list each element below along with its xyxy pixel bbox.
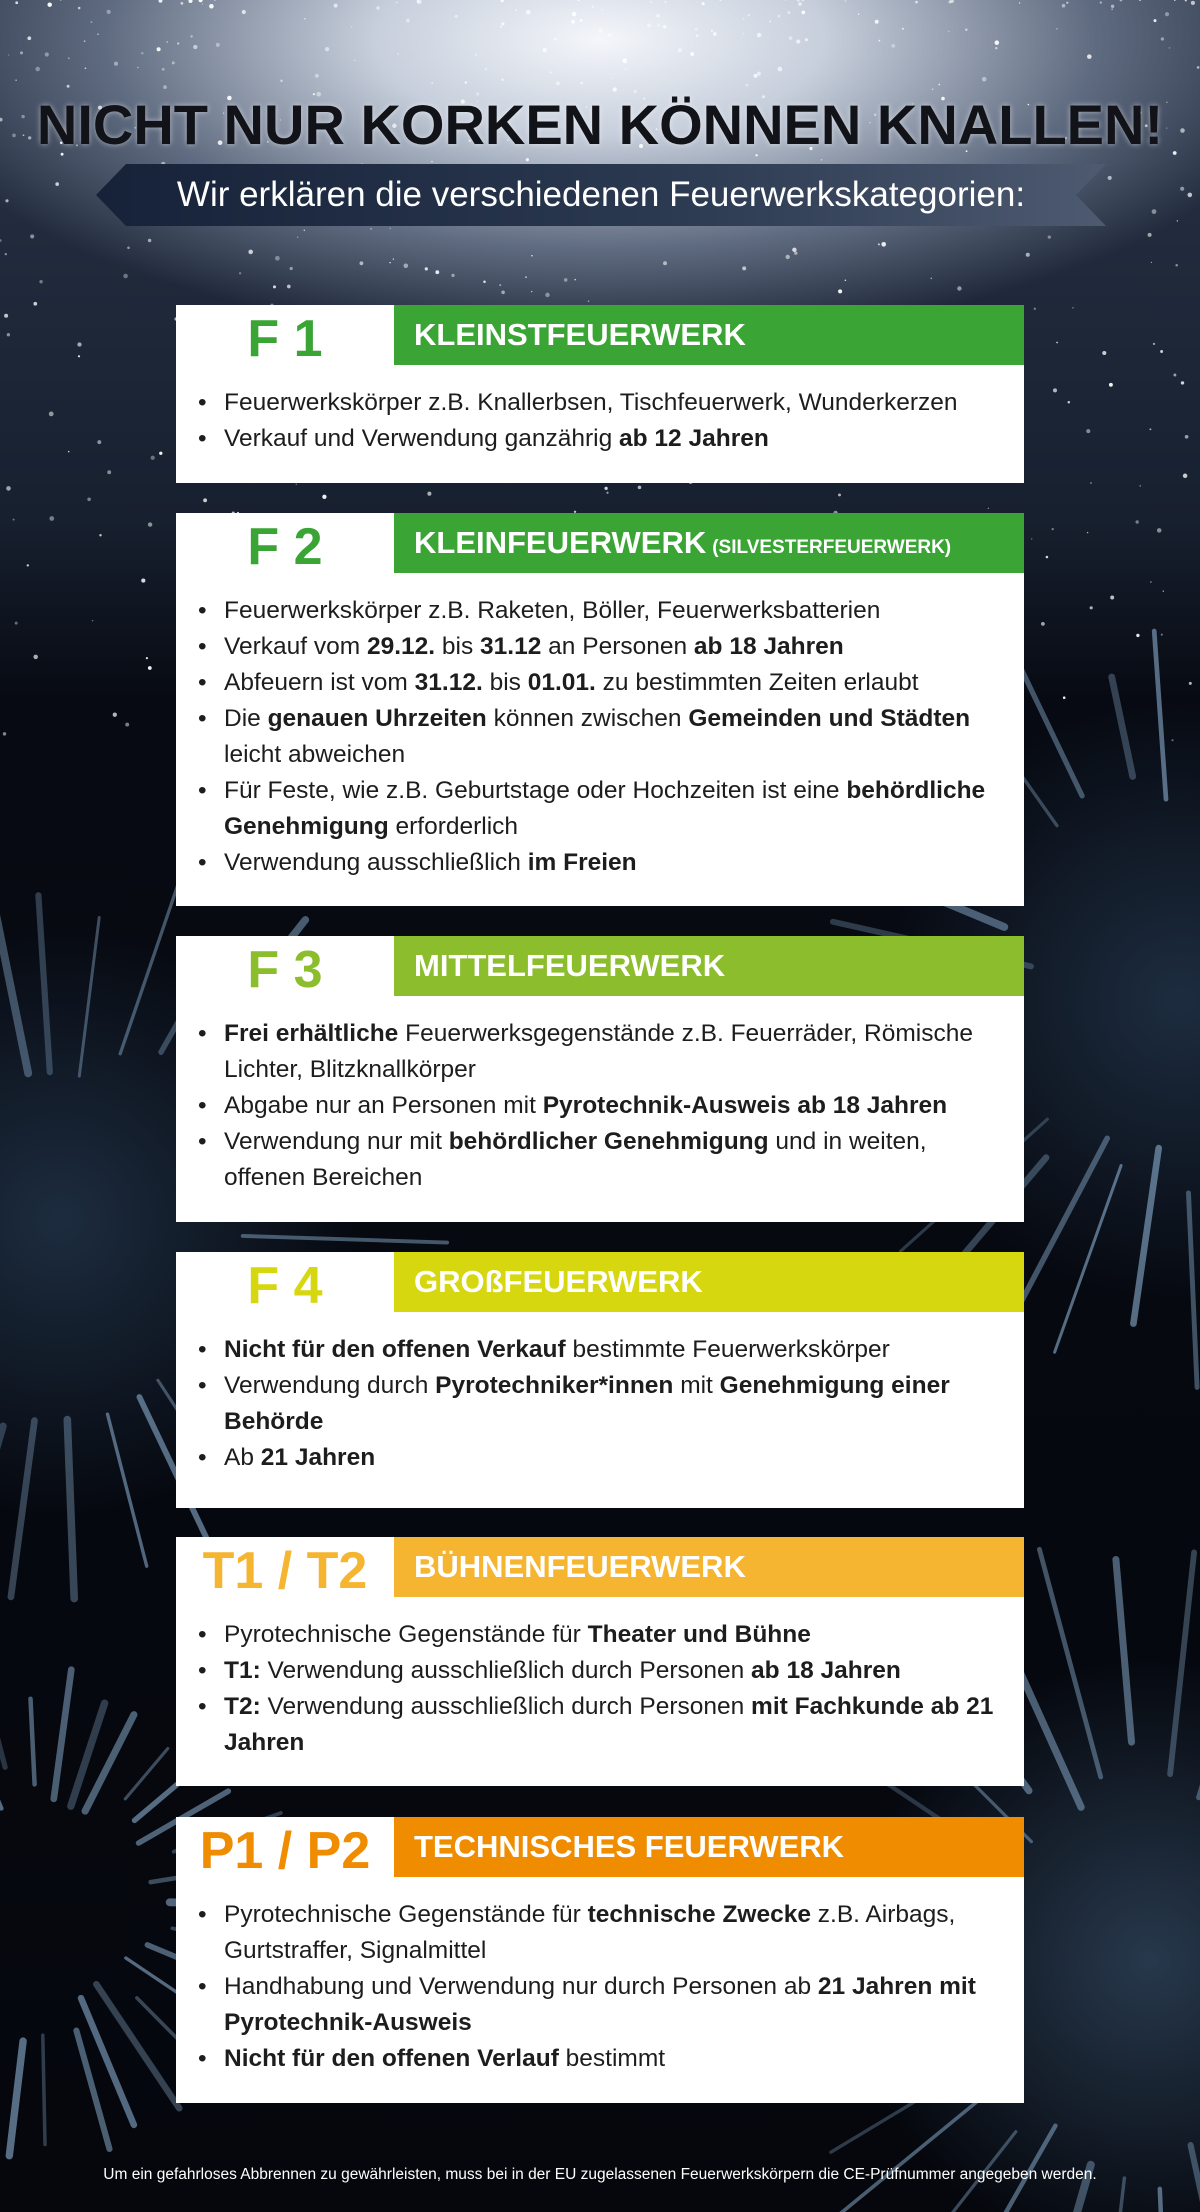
- bullet-emphasis: 21 Jahren mit Pyrotechnik-Ausweis: [224, 1973, 976, 2036]
- bullet-emphasis: genauen Uhrzeiten: [267, 705, 487, 732]
- category-name: KLEINSTFEUERWERK: [414, 317, 746, 352]
- bullet-emphasis: 29.12.: [366, 633, 436, 660]
- category-card-t1-t2: [176, 1537, 1024, 1786]
- bullet-emphasis: T2:: [224, 1693, 261, 1720]
- bullet-item: [198, 1368, 1014, 1440]
- category-suffix: (SILVESTERFEUERWERK): [712, 537, 952, 558]
- bullet-emphasis: ab 18 Jahren: [751, 1657, 901, 1684]
- bullet-item: [198, 1617, 1014, 1653]
- category-band: [394, 513, 1024, 573]
- bullet-text: bis: [482, 669, 528, 696]
- category-name: TECHNISCHES FEUERWERK: [414, 1829, 845, 1864]
- bullet-item: [198, 2041, 1014, 2077]
- bullet-emphasis: technische Zwecke: [587, 1901, 811, 1928]
- bullet-emphasis: Pyrotechnik-Ausweis ab 18 Jahren: [542, 1092, 948, 1119]
- category-name: GROßFEUERWERK: [414, 1264, 703, 1299]
- category-card-f1: [176, 305, 1024, 483]
- bullet-item: [198, 701, 1014, 773]
- category-band: [394, 305, 1024, 365]
- bullet-item: [198, 1088, 1014, 1124]
- bullet-item: [198, 1689, 1014, 1761]
- category-band: [394, 1817, 1024, 1877]
- bullet-text: Abgabe nur an Personen mit: [224, 1092, 543, 1119]
- category-card-p1-p2: [176, 1817, 1024, 2103]
- bullet-item: [198, 845, 1014, 881]
- bullet-text: leicht abweichen: [224, 741, 406, 768]
- bullet-text: Verwendung ausschließlich durch Personen: [260, 1657, 752, 1684]
- bullet-text: Verwendung nur mit: [224, 1128, 449, 1155]
- bullet-text: Handhabung und Verwendung nur durch Personen ab: [224, 1973, 818, 2000]
- bullet-text: Verwendung ausschließlich: [224, 849, 528, 876]
- bullet-text: Feuerwerkskörper z.B. Raketen, Böller, Feuerwerksbatterien: [224, 597, 881, 624]
- bullet-item: [198, 1653, 1014, 1689]
- category-code: F 3: [247, 941, 323, 999]
- category-name: BÜHNENFEUERWERK: [414, 1549, 746, 1584]
- category-code: P1 / P2: [199, 1822, 371, 1880]
- category-band: [394, 1537, 1024, 1597]
- bullet-list: [176, 573, 1024, 899]
- bullet-emphasis: Frei erhältliche: [224, 1020, 399, 1047]
- category-header: [176, 1252, 1024, 1315]
- bullet-text: und in weiten, offenen Bereichen: [224, 1128, 927, 1191]
- bullet-text: können zwischen: [486, 705, 689, 732]
- category-header: [176, 513, 1024, 576]
- bullet-item: [198, 421, 1014, 457]
- category-code: F 1: [247, 310, 323, 368]
- bullet-emphasis: Theater und Bühne: [587, 1621, 811, 1648]
- bullet-text: Verwendung ausschließlich durch Personen: [260, 1693, 752, 1720]
- subtitle-banner: [96, 164, 1106, 226]
- category-name: KLEINFEUERWERK (SILVESTERFEUERWERK): [414, 525, 952, 560]
- bullet-list: [176, 1877, 1024, 2095]
- bullet-text: Feuerwerkskörper z.B. Knallerbsen, Tischfeuerwerk, Wunderkerzen: [224, 389, 958, 416]
- bullet-item: [198, 1440, 1014, 1476]
- bullet-text: bestimmte Feuerwerkskörper: [565, 1336, 890, 1363]
- bullet-item: [198, 665, 1014, 701]
- bullet-item: [198, 1332, 1014, 1368]
- bullet-item: [198, 593, 1014, 629]
- bullet-emphasis: mit Fachkunde ab 21 Jahren: [224, 1693, 994, 1756]
- category-name: MITTELFEUERWERK: [414, 948, 726, 983]
- bullet-text: Verkauf vom: [224, 633, 367, 660]
- category-header: [176, 305, 1024, 368]
- bullet-emphasis: Nicht für den offenen Verlauf: [224, 2045, 559, 2072]
- subtitle-text: Wir erklären die verschiedenen Feuerwerkskategorien:: [176, 175, 1026, 214]
- category-card-f3: [176, 936, 1024, 1222]
- bullet-item: [198, 773, 1014, 845]
- category-code: F 4: [247, 1257, 323, 1315]
- bullet-emphasis: ab 18 Jahren: [693, 633, 844, 660]
- bullet-item: [198, 1016, 1014, 1088]
- bullet-item: [198, 1969, 1014, 2041]
- bullet-text: erforderlich: [388, 813, 519, 840]
- category-code: F 2: [247, 518, 323, 576]
- bullet-item: [198, 1897, 1014, 1969]
- category-header: [176, 1537, 1024, 1600]
- bullet-text: zu bestimmten Zeiten erlaubt: [595, 669, 919, 696]
- category-code: T1 / T2: [202, 1542, 368, 1600]
- bullet-emphasis: behördliche Genehmigung: [224, 777, 986, 840]
- footer-note: Um ein gefahrloses Abbrennen zu gewährleisten, muss bei in der EU zugelassenen Feuerwerkskörpern die CE-Prüfnummer angegeben werden.: [103, 2166, 1097, 2183]
- bullet-emphasis: 31.12.: [414, 669, 483, 696]
- bullet-emphasis: Gemeinden und Städten: [688, 705, 971, 732]
- bullet-item: [198, 629, 1014, 665]
- bullet-emphasis: Genehmigung einer Behörde: [224, 1372, 950, 1435]
- category-band: [394, 936, 1024, 996]
- bullet-text: Verkauf und Verwendung ganzährig: [224, 425, 620, 452]
- bullet-text: z.B. Airbags, Gurtstraffer, Signalmittel: [224, 1901, 956, 1964]
- bullet-list: [176, 365, 1024, 475]
- category-header: [176, 936, 1024, 999]
- bullet-emphasis: 21 Jahren: [260, 1444, 376, 1471]
- bullet-list: [176, 1312, 1024, 1494]
- headline: NICHT NUR KORKEN KÖNNEN KNALLEN!: [36, 93, 1164, 156]
- bullet-item: [198, 385, 1014, 421]
- bullet-text: Die: [224, 705, 268, 732]
- bullet-emphasis: T1:: [224, 1657, 261, 1684]
- bullet-emphasis: ab 12 Jahren: [619, 425, 769, 452]
- bullet-text: Abfeuern ist vom: [224, 669, 415, 696]
- bullet-text: Feuerwerksgegenstände z.B. Feuerräder, Römische Lichter, Blitzknallkörper: [224, 1020, 973, 1083]
- bullet-list: [176, 1597, 1024, 1779]
- bullet-text: Pyrotechnische Gegenstände für: [224, 1621, 588, 1648]
- bullet-text: mit: [673, 1372, 720, 1399]
- category-card-f2: [176, 513, 1024, 906]
- bullet-emphasis: 31.12: [480, 633, 542, 660]
- bullet-emphasis: Nicht für den offenen Verkauf: [224, 1336, 566, 1363]
- bullet-text: Ab: [224, 1444, 261, 1471]
- bullet-text: Für Feste, wie z.B. Geburtstage oder Hochzeiten ist eine: [224, 777, 847, 804]
- bullet-text: Verwendung durch: [224, 1372, 436, 1399]
- bullet-text: Pyrotechnische Gegenstände für: [224, 1901, 588, 1928]
- bullet-text: an Personen: [541, 633, 694, 660]
- bullet-emphasis: im Freien: [527, 849, 637, 876]
- category-header: [176, 1817, 1024, 1880]
- category-card-f4: [176, 1252, 1024, 1508]
- bullet-text: bis: [435, 633, 481, 660]
- category-band: [394, 1252, 1024, 1312]
- bullet-emphasis: 01.01.: [527, 669, 596, 696]
- bullet-emphasis: behördlicher Genehmigung: [448, 1128, 769, 1155]
- bullet-item: [198, 1124, 1014, 1196]
- bullet-emphasis: Pyrotechniker*innen: [435, 1372, 674, 1399]
- bullet-text: bestimmt: [558, 2045, 666, 2072]
- bullet-list: [176, 996, 1024, 1214]
